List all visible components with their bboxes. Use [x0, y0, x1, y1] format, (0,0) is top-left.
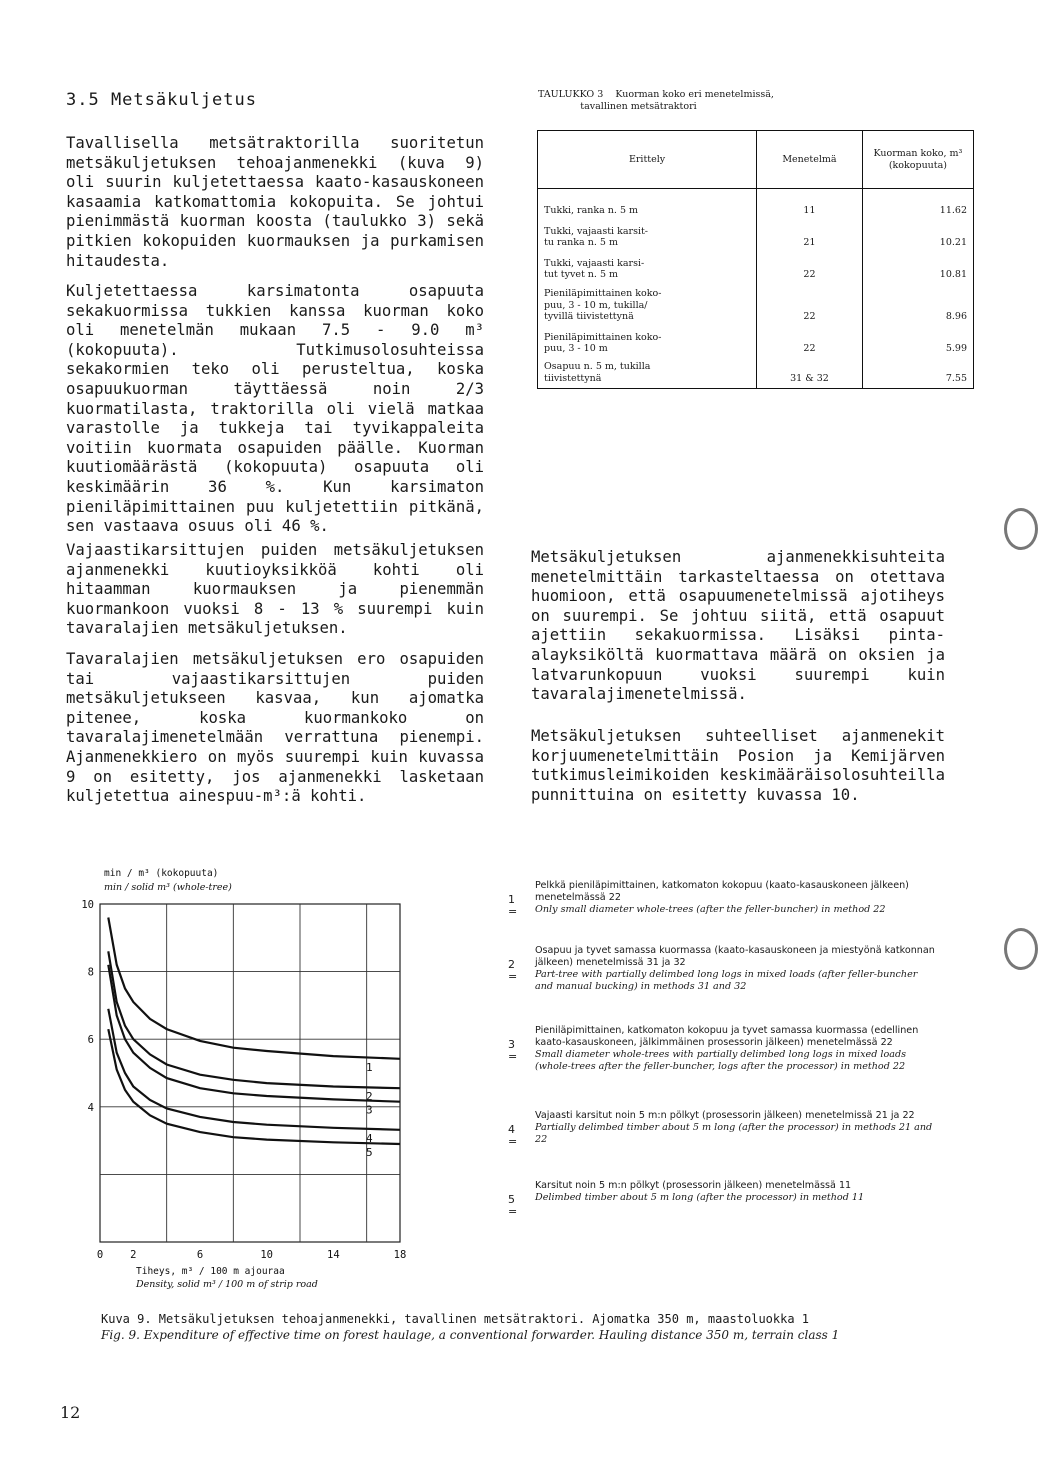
paragraph-3: Vajaastikarsittujen puiden metsäkuljetuksen ajanmenekki kuutioyksikköä kohti oli hitaamman kuormauksen ja pienemmän kuormankoon vuoksi 8 - 13 % suurempi kuin tavaralajien metsäkuljetuksen.	[66, 541, 484, 638]
table-cell-koko: 10.81	[862, 249, 973, 281]
legend-number: 1 =	[508, 893, 518, 918]
legend-number: 3 =	[508, 1038, 518, 1063]
paragraph-4: Tavaralajien metsäkuljetuksen ero osapuiden tai vajaastikarsittujen puiden metsäkuljetukseen kasvaa, kun ajomatka pitenee, koska kuormankoko on tavaralajimenetelmään verrattuna pienempi. Ajanmenekkiero on myös suurempi kuin kuvassa 9 on esitetty, jos ajanmenekki lasketaan kuljetettua ainespuu-m³:ä kohti.	[66, 650, 484, 806]
table-cell-koko: 8.96	[862, 281, 973, 323]
legend-text-fi: Karsitut noin 5 m:n pölkyt (prosessorin jälkeen) menetelmässä 11	[535, 1180, 852, 1191]
legend-text-fi: Vajaasti karsitut noin 5 m:n pölkyt (prosessorin jälkeen) menetelmissä 21 ja 22	[535, 1110, 915, 1121]
table-cell-menetelma: 31 & 32	[757, 355, 863, 389]
legend-text-en: Only small diameter whole-trees (after the feller-buncher) in method 22	[535, 904, 886, 915]
table-caption-line-1: TAULUKKO 3 Kuorman koko eri menetelmissä,	[538, 89, 774, 100]
load-size-table	[537, 130, 974, 389]
legend-text-en: Small diameter whole-trees with partially delimbed long logs in mixed loads (whole-trees after the feller-buncher, logs after the processor) in method 22	[535, 1049, 907, 1072]
legend-text	[535, 1180, 935, 1204]
y-tick-label: 4	[87, 1101, 94, 1114]
table-cell-erittely: Osapuu n. 5 m, tukilla tiivistettynä	[538, 355, 757, 389]
table-header-erittely: Erittely	[538, 131, 757, 189]
y-axis-label-en: min / solid m³ (whole-tree)	[104, 882, 232, 893]
legend-text-en: Delimbed timber about 5 m long (after the processor) in method 11	[535, 1192, 865, 1203]
paragraph-1: Tavallisella metsätraktorilla suoritetun metsäkuljetuksen tehoajanmenekki (kuva 9) oli suurin kuljetettaessa kaato-kasauskoneen kasaamia katkomattomia kokopuita. Se johtui pienimmästä kuorman koosta (taulukko 3) sekä pitkien kokopuiden kuormauksen ja purkamisen hitaudesta.	[66, 134, 484, 270]
y-tick-label: 10	[81, 899, 94, 911]
x-axis-label-en: Density, solid m³ / 100 m of strip road	[136, 1279, 318, 1290]
table-cell-erittely: Pieniläpimittainen koko- puu, 3 - 10 m, tukilla/ tyvillä tiivistettynä	[538, 281, 757, 323]
legend-number: 2 =	[508, 958, 518, 983]
table-cell-koko: 11.62	[862, 189, 973, 217]
legend-text	[535, 1110, 935, 1146]
time-expenditure-chart	[60, 860, 500, 1290]
figure-caption-fi: Kuva 9. Metsäkuljetuksen tehoajanmenekki, tavallinen metsätraktori. Ajomatka 350 m, maastoluokka 1	[101, 1312, 810, 1326]
legend-text-en: Partially delimbed timber about 5 m long (after the processor) in methods 21 and 22	[535, 1122, 933, 1145]
legend-text-fi: Osapuu ja tyvet samassa kuormassa (kaato-kasauskoneen ja miestyönä katkonnan jälkeen) menetelmissä 31 ja 32	[535, 945, 935, 968]
series-label: 1	[366, 1060, 373, 1074]
table-row	[538, 355, 974, 389]
table-cell-menetelma: 22	[757, 323, 863, 355]
table-caption	[538, 89, 774, 113]
table-cell-erittely: Pieniläpimittainen koko- puu, 3 - 10 m	[538, 323, 757, 355]
table-header-menetelma: Menetelmä	[757, 131, 863, 189]
table-cell-erittely: Tukki, vajaasti karsit- tu ranka n. 5 m	[538, 217, 757, 249]
table-row	[538, 189, 974, 217]
y-tick-label: 8	[87, 966, 94, 979]
x-tick-label: 14	[327, 1249, 340, 1261]
legend-text	[535, 1025, 935, 1073]
table-caption-line-2: tavallinen metsätraktori	[538, 101, 697, 112]
legend-text-en: Part-tree with partially delimbed long logs in mixed loads (after feller-buncher and manual bucking) in methods 31 and 32	[535, 969, 918, 992]
legend-text	[535, 880, 935, 916]
x-tick-label: 10	[260, 1249, 273, 1261]
paragraph-right-2: Metsäkuljetuksen suhteelliset ajanmenekit korjuumenetelmittäin Posion ja Kemijärven tutkimusleimikoiden keskimääräisolosuhteilla punnittuina on esitetty kuvassa 10.	[531, 727, 945, 804]
table-row	[538, 281, 974, 323]
chart-series	[108, 918, 400, 1159]
paragraph-2: Kuljetettaessa karsimatonta osapuuta sekakuormissa tukkien kanssa kuorman koko oli menetelmän mukaan 7.5 - 9.0 m³ (kokopuuta). Tutkimusolosuhteissa sekakormien teko oli perusteltua, koska osapuukuorman täyttäessä noin 2/3 kuormatilasta, traktorilla oli vielä matkaa varastolle ja tukkeja tai tyvikappaleita voitiin kuormata osapuiden päälle. Kuorman kuutiomäärästä (kokopuuta) osapuuta oli keskimäärin 36 %. Kun karsimaton pieniläpimittainen puu kuljetettiin pitkänä, sen vastaava osuus oli 46 %.	[66, 282, 484, 536]
x-tick-label: 18	[393, 1249, 407, 1261]
table-cell-menetelma: 22	[757, 281, 863, 323]
table-cell-menetelma: 22	[757, 249, 863, 281]
page-number: 12	[60, 1403, 81, 1422]
plot-frame	[100, 904, 400, 1242]
legend-text	[535, 945, 935, 993]
series-label: 5	[366, 1145, 373, 1159]
y-axis-label-fi: min / m³ (kokopuuta)	[104, 868, 219, 879]
x-tick-label: 6	[196, 1249, 204, 1261]
table-cell-koko: 10.21	[862, 217, 973, 249]
series-line	[108, 918, 400, 1059]
table-row	[538, 249, 974, 281]
series-label: 4	[366, 1131, 373, 1145]
series-label: 3	[366, 1103, 373, 1117]
table-cell-menetelma: 21	[757, 217, 863, 249]
legend-text-fi: Pelkkä pieniläpimittainen, katkomaton kokopuu (kaato-kasauskoneen jälkeen) menetelmässä 22	[535, 880, 909, 903]
legend-number: 4 =	[508, 1123, 518, 1148]
table-cell-erittely: Tukki, ranka n. 5 m	[538, 189, 757, 217]
binder-hole-mark	[1004, 508, 1038, 550]
table-header-kuorman-koko: Kuorman koko, m³ (kokopuuta)	[862, 131, 973, 189]
table-cell-koko: 7.55	[862, 355, 973, 389]
table-cell-menetelma: 11	[757, 189, 863, 217]
figure-caption	[101, 1312, 921, 1343]
figure-caption-en: Fig. 9. Expenditure of effective time on forest haulage, a conventional forwarder. Hauling distance 350 m, terrain class 1	[101, 1327, 840, 1342]
y-tick-label: 6	[87, 1034, 94, 1047]
chart-grid	[100, 904, 400, 1242]
legend-number: 5 =	[508, 1193, 518, 1218]
table-row	[538, 217, 974, 249]
series-label: 2	[366, 1090, 373, 1104]
table-row	[538, 323, 974, 355]
x-tick-label: 0	[96, 1249, 104, 1261]
binder-hole-mark	[1004, 928, 1038, 970]
x-axis-label-fi: Tiheys, m³ / 100 m ajouraa	[136, 1266, 285, 1277]
table-cell-koko: 5.99	[862, 323, 973, 355]
section-title: 3.5 Metsäkuljetus	[66, 90, 257, 110]
x-tick-label: 2	[130, 1249, 137, 1261]
table-cell-erittely: Tukki, vajaasti karsi- tut tyvet n. 5 m	[538, 249, 757, 281]
paragraph-right-1: Metsäkuljetuksen ajanmenekkisuhteita menetelmittäin tarkasteltaessa on otettava huomioon, että osapuumenetelmissä ajotiheys on suurempi. Se johtuu siitä, että osapuut ajettiin sekakuormissa. Lisäksi pinta-alayksiköltä kuormattava määrä on oksien ja latvarunkopuun vuoksi suurempi kuin tavaralajimenetelmissä.	[531, 548, 945, 704]
legend-text-fi: Pieniläpimittainen, katkomaton kokopuu ja tyvet samassa kuormassa (edellinen kaato-kasauskoneen, jälkimmäinen prosessorin jälkeen) menetelmässä 22	[535, 1025, 919, 1048]
chart-labels	[104, 868, 318, 1290]
